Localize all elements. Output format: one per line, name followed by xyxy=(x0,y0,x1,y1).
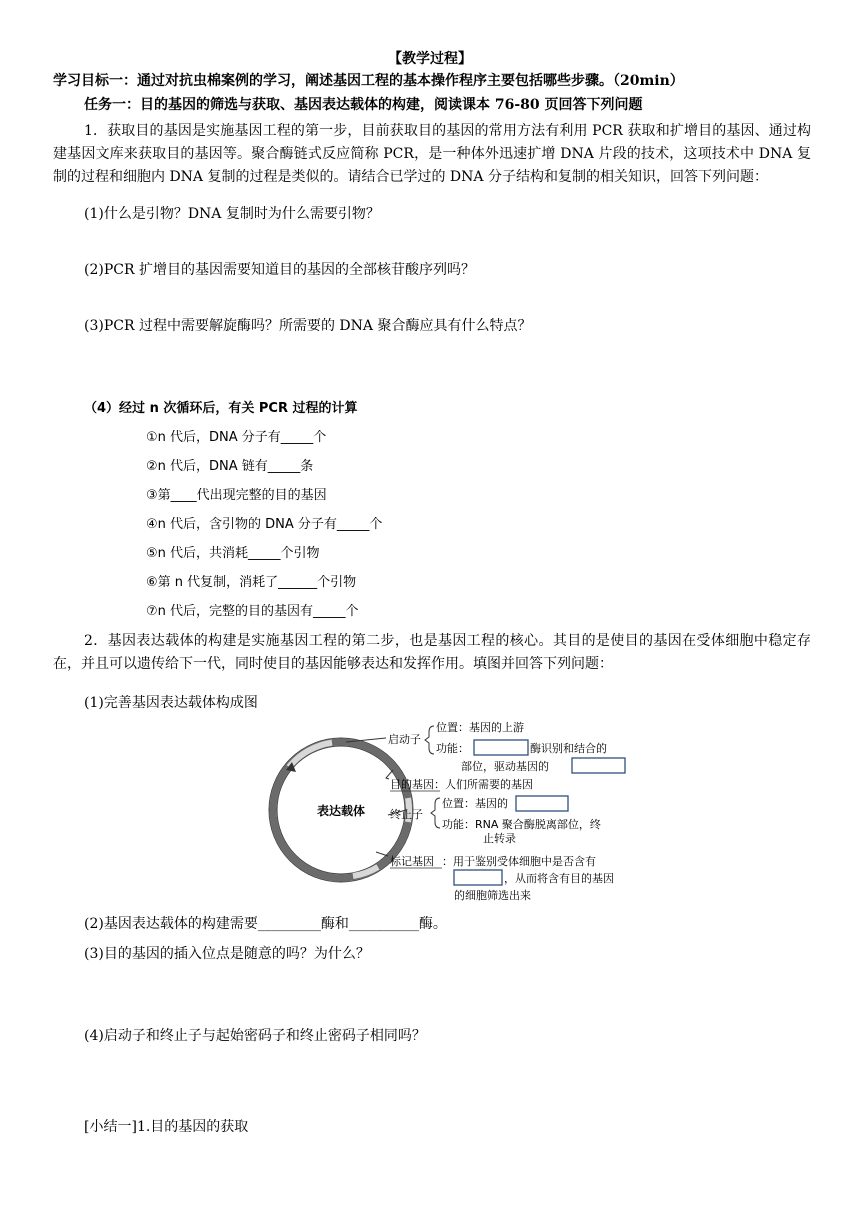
section2-intro-text: 2．基因表达载体的构建是实施基因工程的第二步，也是基因工程的核心。其目的是使目的基因在受体细胞中稳定存在，并且可以遗传给下一代，同时使目的基因能够表达和发挥作用。填图并回答下列问题： xyxy=(53,633,811,672)
promoter-function-suffix: 酶识别和结合的 xyxy=(530,742,607,755)
calc-item-2: ②n 代后，DNA 链有_____条 xyxy=(146,459,314,474)
question-2-4: (4)启动子和终止子与起始密码子和终止密码子相同吗？ xyxy=(84,1028,426,1044)
promoter-blank-enzyme xyxy=(474,740,528,755)
section2-intro xyxy=(53,630,811,676)
marker-gene-label: 标记基因 xyxy=(390,855,434,868)
page-title: 【教学过程】 xyxy=(388,51,472,67)
learning-goal: 学习目标一：通过对抗虫棉案例的学习，阐述基因工程的基本操作程序主要包括哪些步骤。（20min） xyxy=(53,73,684,89)
calc-item-3: ③第____代出现完整的目的基因 xyxy=(146,488,327,503)
calc-item-5: ⑤n 代后，共消耗_____个引物 xyxy=(146,546,320,561)
question-1-4-heading: （4）经过 n 次循环后，有关 PCR 过程的计算 xyxy=(84,401,358,416)
question-1-1: (1)什么是引物？DNA 复制时为什么需要引物？ xyxy=(84,206,380,222)
expression-vector-diagram xyxy=(258,712,638,908)
calc-item-7: ⑦n 代后，完整的目的基因有_____个 xyxy=(146,604,359,619)
question-2-2: (2)基因表达载体的构建需要_________酶和__________酶。 xyxy=(84,916,447,932)
question-1-3: (3)PCR 过程中需要解旋酶吗？所需要的 DNA 聚合酶应具有什么特点？ xyxy=(84,318,532,334)
promoter-brace xyxy=(425,726,434,754)
target-gene-label: 目的基因：人们所需要的基因 xyxy=(390,778,533,791)
terminator-blank-position xyxy=(516,796,568,811)
vector-center-label: 表达载体 xyxy=(316,804,366,818)
summary-text: 1.目的基因的获取 xyxy=(136,1119,249,1135)
terminator-position: 位置：基因的 xyxy=(442,797,508,810)
section1-intro-text: 1．获取目的基因是实施基因工程的第一步，目前获取目的基因的常用方法有利用 PCR 获取和扩增目的基因、通过构建基因文库来获取目的基因等。聚合酶链式反应简称 PCR，是一种体外迅速扩增 DNA 片段的技术，这项技术中 DNA 复制的过程和细胞内 DNA 复制的过程是类似的。请结合已学过的 DNA 分子结构和复制的相关知识，回答下列问题： xyxy=(53,123,811,185)
terminator-function-line2: 止转录 xyxy=(483,832,516,845)
marker-leader-line xyxy=(376,852,388,856)
promoter-blank-action xyxy=(572,758,625,773)
task-heading: 任务一：目的基因的筛选与获取、基因表达载体的构建，阅读课本 76-80 页回答下列问题 xyxy=(84,97,643,113)
summary-label: [小结一] xyxy=(84,1119,137,1135)
promoter-label: 启动子 xyxy=(388,733,421,746)
calc-item-4: ④n 代后，含引物的 DNA 分子有_____个 xyxy=(146,517,383,532)
promoter-position: 位置：基因的上游 xyxy=(436,721,524,734)
terminator-function-line1: 功能：RNA 聚合酶脱离部位，终 xyxy=(442,818,601,831)
terminator-label: 终止子 xyxy=(390,808,423,821)
marker-gene-line2: ，从而将含有目的基因 xyxy=(504,872,614,885)
question-1-2: (2)PCR 扩增目的基因需要知道目的基因的全部核苷酸序列吗？ xyxy=(84,262,475,278)
marker-gene-line1: ：用于鉴别受体细胞中是否含有 xyxy=(442,855,596,868)
promoter-function-line2: 部位，驱动基因的 xyxy=(461,760,549,773)
question-2-1: (1)完善基因表达载体构成图 xyxy=(84,695,258,711)
promoter-function-prefix: 功能： xyxy=(436,742,469,755)
terminator-brace xyxy=(431,798,440,828)
calc-item-1: ①n 代后，DNA 分子有_____个 xyxy=(146,430,327,445)
summary-line xyxy=(84,1116,248,1136)
calc-item-6: ⑥第 n 代复制，消耗了______个引物 xyxy=(146,575,357,590)
section1-intro xyxy=(53,120,811,189)
marker-blank xyxy=(454,870,502,885)
question-2-3: (3)目的基因的插入位点是随意的吗？为什么？ xyxy=(84,946,370,962)
marker-gene-line3: 的细胞筛选出来 xyxy=(454,889,531,902)
